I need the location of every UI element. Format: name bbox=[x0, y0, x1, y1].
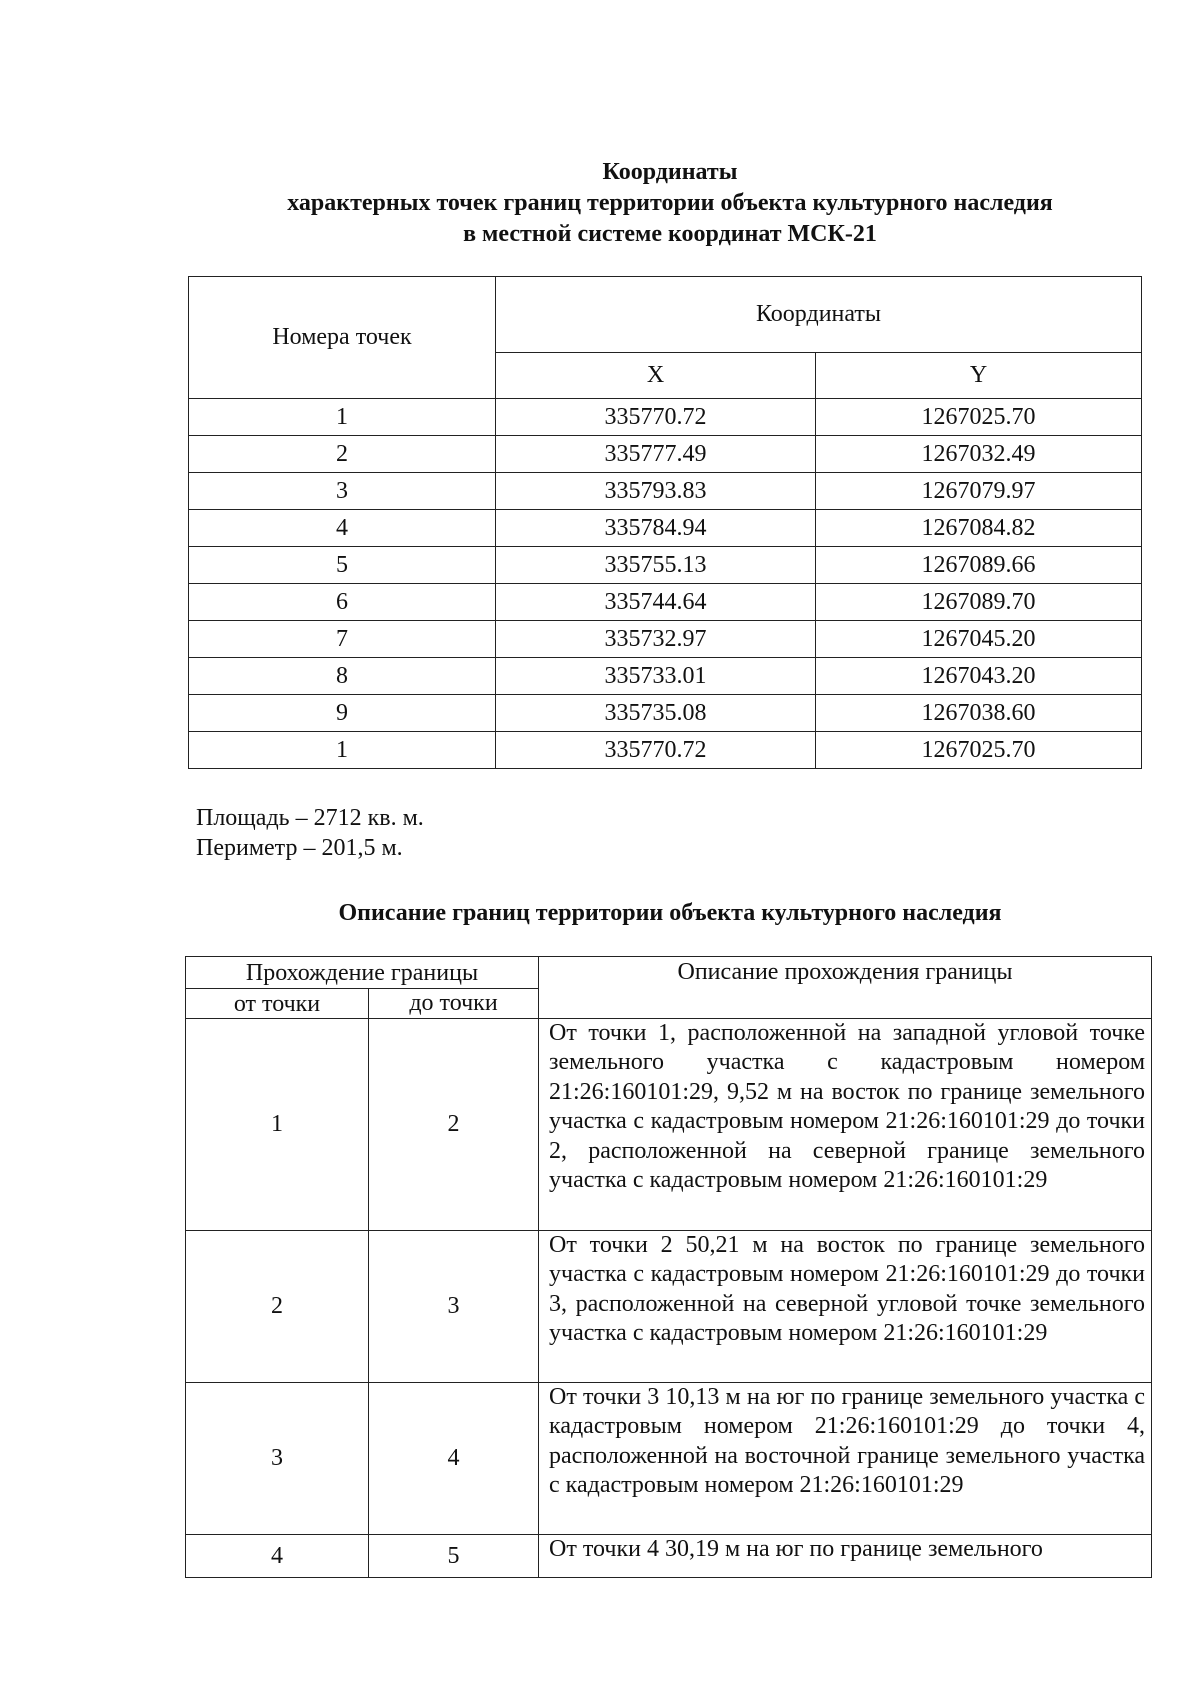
point-number: 1 bbox=[189, 399, 496, 436]
point-number: 7 bbox=[189, 621, 496, 658]
table-row bbox=[189, 621, 1142, 658]
y-coordinate: 1267045.20 bbox=[816, 621, 1142, 658]
x-coordinate: 335744.64 bbox=[496, 584, 816, 621]
x-coordinate: 335793.83 bbox=[496, 473, 816, 510]
from-point: 1 bbox=[186, 1019, 369, 1231]
boundary-description: От точки 4 30,19 м на юг по границе земельного bbox=[539, 1535, 1152, 1578]
area-text: Площадь – 2712 кв. м. bbox=[196, 805, 424, 831]
x-coordinate: 335733.01 bbox=[496, 658, 816, 695]
header-boundary-passage: Прохождение границы bbox=[186, 957, 539, 989]
x-coordinate: 335777.49 bbox=[496, 436, 816, 473]
y-coordinate: 1267079.97 bbox=[816, 473, 1142, 510]
x-coordinate: 335735.08 bbox=[496, 695, 816, 732]
point-number: 6 bbox=[189, 584, 496, 621]
point-number: 5 bbox=[189, 547, 496, 584]
boundary-description: От точки 2 50,21 м на восток по границе земельного участка с кадастровым номером 21:26:160101:29 до точки 3, расположенной на северной угловой точке земельного участка с кадастровым номером 21:26:160101:29 bbox=[539, 1231, 1152, 1383]
y-coordinate: 1267032.49 bbox=[816, 436, 1142, 473]
point-number: 4 bbox=[189, 510, 496, 547]
point-number: 2 bbox=[189, 436, 496, 473]
y-coordinate: 1267084.82 bbox=[816, 510, 1142, 547]
table-row bbox=[186, 1231, 1152, 1383]
coordinates-table bbox=[188, 276, 1142, 769]
table-row bbox=[189, 547, 1142, 584]
to-point: 5 bbox=[369, 1535, 539, 1578]
from-point: 3 bbox=[186, 1383, 369, 1535]
x-coordinate: 335770.72 bbox=[496, 732, 816, 769]
y-coordinate: 1267089.66 bbox=[816, 547, 1142, 584]
point-number: 3 bbox=[189, 473, 496, 510]
y-coordinate: 1267089.70 bbox=[816, 584, 1142, 621]
table-row bbox=[189, 436, 1142, 473]
boundary-description-table bbox=[185, 956, 1152, 1578]
table-row bbox=[189, 584, 1142, 621]
header-y: Y bbox=[816, 352, 1142, 398]
x-coordinate: 335755.13 bbox=[496, 547, 816, 584]
y-coordinate: 1267043.20 bbox=[816, 658, 1142, 695]
header-x: X bbox=[496, 352, 816, 398]
point-number: 9 bbox=[189, 695, 496, 732]
header-point-numbers: Номера точек bbox=[189, 277, 496, 399]
table-row bbox=[189, 399, 1142, 436]
to-point: 2 bbox=[369, 1019, 539, 1231]
table-row bbox=[189, 732, 1142, 769]
y-coordinate: 1267025.70 bbox=[816, 732, 1142, 769]
point-number: 8 bbox=[189, 658, 496, 695]
y-coordinate: 1267025.70 bbox=[816, 399, 1142, 436]
boundary-description: От точки 1, расположенной на западной угловой точке земельного участка с кадастровым номером 21:26:160101:29, 9,52 м на восток по границе земельного участка с кадастровым номером 21:26:160101:29 до точки 2, расположенной на северной границе земельного участка с кадастровым номером 21:26:160101:29 bbox=[539, 1019, 1152, 1231]
table-row bbox=[186, 1019, 1152, 1231]
description-title: Описание границ территории объекта культурного наследия bbox=[338, 900, 1002, 926]
table-row bbox=[186, 1383, 1152, 1535]
table-row bbox=[189, 510, 1142, 547]
point-number: 1 bbox=[189, 732, 496, 769]
title-line-1: Координаты bbox=[602, 159, 738, 185]
x-coordinate: 335732.97 bbox=[496, 621, 816, 658]
table-row bbox=[189, 658, 1142, 695]
x-coordinate: 335770.72 bbox=[496, 399, 816, 436]
y-coordinate: 1267038.60 bbox=[816, 695, 1142, 732]
perimeter-text: Периметр – 201,5 м. bbox=[196, 835, 403, 861]
header-coordinates: Координаты bbox=[496, 277, 1142, 353]
header-from-point: от точки bbox=[186, 989, 369, 1019]
table-row bbox=[189, 473, 1142, 510]
from-point: 2 bbox=[186, 1231, 369, 1383]
header-to-point: до точки bbox=[369, 989, 539, 1019]
table-row bbox=[186, 1535, 1152, 1578]
from-point: 4 bbox=[186, 1535, 369, 1578]
title-line-3: в местной системе координат МСК-21 bbox=[463, 221, 877, 247]
to-point: 4 bbox=[369, 1383, 539, 1535]
table-row bbox=[189, 695, 1142, 732]
to-point: 3 bbox=[369, 1231, 539, 1383]
title-line-2: характерных точек границ территории объекта культурного наследия bbox=[287, 190, 1053, 216]
header-description: Описание прохождения границы bbox=[539, 957, 1152, 1019]
x-coordinate: 335784.94 bbox=[496, 510, 816, 547]
boundary-description: От точки 3 10,13 м на юг по границе земельного участка с кадастровым номером 21:26:160101:29 до точки 4, расположенной на восточной границе земельного участка с кадастровым номером 21:26:160101:29 bbox=[539, 1383, 1152, 1535]
